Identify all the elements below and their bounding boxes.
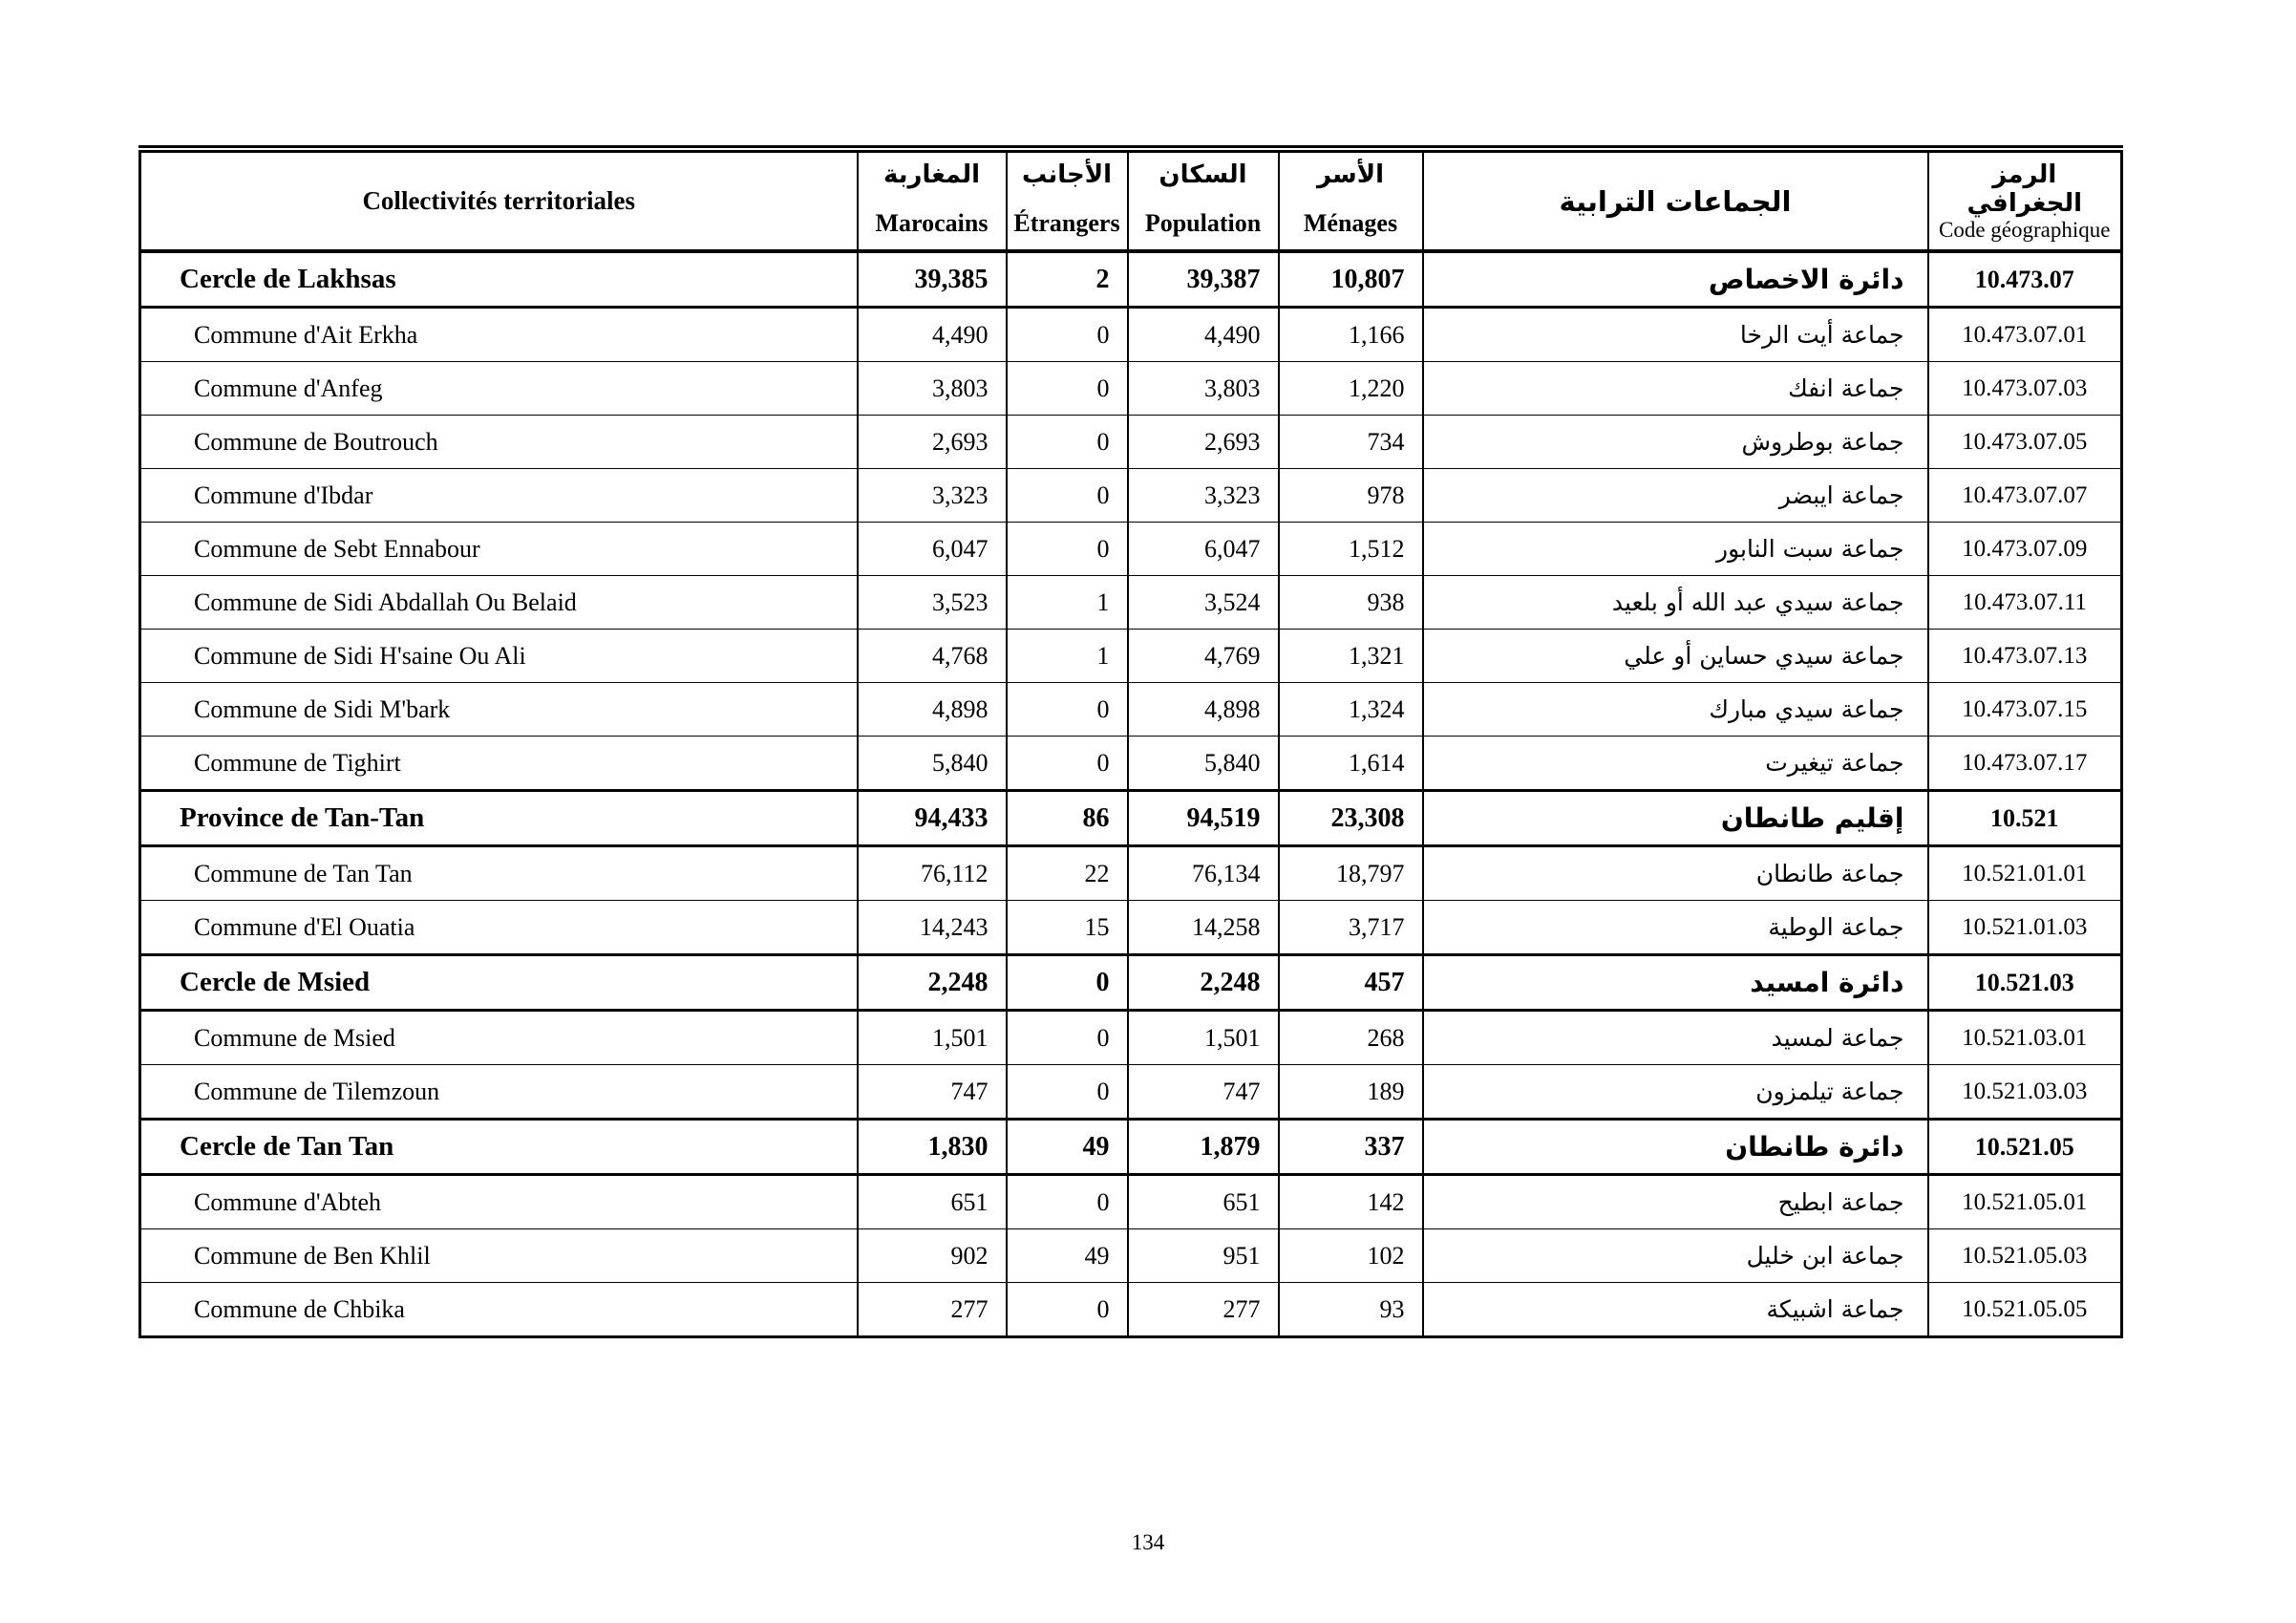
- collectivite-fr-cell: Commune de Sidi M'bark: [140, 683, 858, 737]
- table-row: [140, 523, 2122, 576]
- menages-cell: 1,512: [1279, 523, 1423, 576]
- table-row: [140, 1065, 2122, 1120]
- header-code-geographique: [1928, 149, 2122, 251]
- collectivite-ar-cell: جماعة تيلمزون: [1423, 1065, 1928, 1120]
- marocains-cell: 39,385: [858, 251, 1007, 308]
- collectivite-fr-cell: Commune d'El Ouatia: [140, 901, 858, 955]
- etrangers-cell: 1: [1007, 630, 1128, 683]
- header-marocains-label: Marocains: [875, 209, 989, 237]
- menages-cell: 1,321: [1279, 630, 1423, 683]
- code-geographique-cell: 10.473.07.09: [1928, 523, 2122, 576]
- population-cell: 6,047: [1128, 523, 1279, 576]
- marocains-cell: 3,803: [858, 362, 1007, 416]
- menages-cell: 337: [1279, 1120, 1423, 1175]
- marocains-cell: 4,768: [858, 630, 1007, 683]
- menages-cell: 268: [1279, 1011, 1423, 1065]
- code-geographique-cell: 10.521.05.05: [1928, 1283, 2122, 1337]
- code-geographique-cell: 10.521.01.03: [1928, 901, 2122, 955]
- code-geographique-cell: 10.521.03: [1928, 955, 2122, 1011]
- table-row: [140, 737, 2122, 791]
- population-cell: 14,258: [1128, 901, 1279, 955]
- etrangers-cell: 0: [1007, 737, 1128, 791]
- etrangers-cell: 0: [1007, 308, 1128, 362]
- collectivite-fr-cell: Cercle de Lakhsas: [140, 251, 858, 308]
- collectivite-fr-cell: Commune de Sidi H'saine Ou Ali: [140, 630, 858, 683]
- population-cell: 1,501: [1128, 1011, 1279, 1065]
- collectivite-fr-cell: Commune de Chbika: [140, 1283, 858, 1337]
- etrangers-cell: 0: [1007, 1065, 1128, 1120]
- header-collectivites: [140, 149, 858, 251]
- menages-cell: 23,308: [1279, 791, 1423, 846]
- etrangers-cell: 2: [1007, 251, 1128, 308]
- etrangers-cell: 0: [1007, 416, 1128, 469]
- menages-cell: 1,614: [1279, 737, 1423, 791]
- collectivite-ar-cell: جماعة سبت النابور: [1423, 523, 1928, 576]
- collectivite-fr-cell: Commune d'Ibdar: [140, 469, 858, 523]
- collectivite-ar-cell: جماعة سيدي مبارك: [1423, 683, 1928, 737]
- code-geographique-cell: 10.473.07.03: [1928, 362, 2122, 416]
- header-population-label: Population: [1144, 209, 1262, 237]
- collectivite-fr-cell: Commune de Msied: [140, 1011, 858, 1065]
- header-etrangers: [1007, 149, 1128, 251]
- marocains-cell: 3,323: [858, 469, 1007, 523]
- etrangers-cell: 22: [1007, 846, 1128, 901]
- code-geographique-cell: 10.521.05.01: [1928, 1175, 2122, 1229]
- collectivite-fr-cell: Commune de Ben Khlil: [140, 1229, 858, 1283]
- table-row: [140, 251, 2122, 308]
- table-row: [140, 901, 2122, 955]
- header-collectivites-label: Collectivités territoriales: [362, 186, 636, 215]
- header-etrangers-label: Étrangers: [1013, 209, 1120, 237]
- population-cell: 76,134: [1128, 846, 1279, 901]
- etrangers-cell: 1: [1007, 576, 1128, 630]
- header-menages-arabic-label: الأسر: [1316, 160, 1384, 189]
- header-communes-arabic: [1423, 149, 1928, 251]
- population-cell: 3,803: [1128, 362, 1279, 416]
- collectivite-ar-cell: جماعة اشبيكة: [1423, 1283, 1928, 1337]
- etrangers-cell: 49: [1007, 1229, 1128, 1283]
- code-geographique-cell: 10.473.07.01: [1928, 308, 2122, 362]
- population-cell: 3,524: [1128, 576, 1279, 630]
- menages-cell: 457: [1279, 955, 1423, 1011]
- collectivite-fr-cell: Cercle de Msied: [140, 955, 858, 1011]
- menages-cell: 978: [1279, 469, 1423, 523]
- header-code-label: Code géographique: [1939, 218, 2111, 242]
- collectivite-ar-cell: جماعة ابن خليل: [1423, 1229, 1928, 1283]
- etrangers-cell: 0: [1007, 469, 1128, 523]
- collectivite-fr-cell: Commune de Sebt Ennabour: [140, 523, 858, 576]
- table-row: [140, 1011, 2122, 1065]
- marocains-cell: 4,898: [858, 683, 1007, 737]
- marocains-cell: 2,693: [858, 416, 1007, 469]
- table-row: [140, 630, 2122, 683]
- code-geographique-cell: 10.473.07: [1928, 251, 2122, 308]
- code-geographique-cell: 10.521.05: [1928, 1120, 2122, 1175]
- population-cell: 94,519: [1128, 791, 1279, 846]
- population-cell: 2,248: [1128, 955, 1279, 1011]
- collectivite-fr-cell: Commune d'Anfeg: [140, 362, 858, 416]
- menages-cell: 10,807: [1279, 251, 1423, 308]
- collectivite-ar-cell: دائرة طانطان: [1423, 1120, 1928, 1175]
- etrangers-cell: 15: [1007, 901, 1128, 955]
- collectivite-fr-cell: Commune d'Ait Erkha: [140, 308, 858, 362]
- etrangers-cell: 0: [1007, 1175, 1128, 1229]
- code-geographique-cell: 10.473.07.15: [1928, 683, 2122, 737]
- population-cell: 4,769: [1128, 630, 1279, 683]
- collectivite-ar-cell: جماعة بوطروش: [1423, 416, 1928, 469]
- collectivite-ar-cell: جماعة ايبضر: [1423, 469, 1928, 523]
- header-code-arabic-label: الرمز الجغرافي: [1966, 160, 2082, 218]
- collectivite-fr-cell: Commune de Tighirt: [140, 737, 858, 791]
- table-row: [140, 576, 2122, 630]
- menages-cell: 1,324: [1279, 683, 1423, 737]
- code-geographique-cell: 10.473.07.05: [1928, 416, 2122, 469]
- page-number: 134: [1131, 1530, 1165, 1554]
- marocains-cell: 14,243: [858, 901, 1007, 955]
- table-row: [140, 1229, 2122, 1283]
- marocains-cell: 76,112: [858, 846, 1007, 901]
- table-row: [140, 1120, 2122, 1175]
- code-geographique-cell: 10.521.01.01: [1928, 846, 2122, 901]
- collectivite-ar-cell: جماعة أيت الرخا: [1423, 308, 1928, 362]
- table-row: [140, 469, 2122, 523]
- code-geographique-cell: 10.521.03.03: [1928, 1065, 2122, 1120]
- population-cell: 5,840: [1128, 737, 1279, 791]
- collectivite-ar-cell: دائرة امسيد: [1423, 955, 1928, 1011]
- population-cell: 2,693: [1128, 416, 1279, 469]
- etrangers-cell: 0: [1007, 362, 1128, 416]
- collectivite-ar-cell: جماعة سيدي حساين أو علي: [1423, 630, 1928, 683]
- population-cell: 951: [1128, 1229, 1279, 1283]
- population-cell: 747: [1128, 1065, 1279, 1120]
- header-menages-label: Ménages: [1303, 209, 1398, 237]
- table-row: [140, 683, 2122, 737]
- collectivite-fr-cell: Cercle de Tan Tan: [140, 1120, 858, 1175]
- etrangers-cell: 0: [1007, 683, 1128, 737]
- population-cell: 39,387: [1128, 251, 1279, 308]
- marocains-cell: 902: [858, 1229, 1007, 1283]
- collectivite-ar-cell: جماعة لمسيد: [1423, 1011, 1928, 1065]
- collectivite-ar-cell: جماعة ابطيح: [1423, 1175, 1928, 1229]
- collectivite-ar-cell: جماعة انفك: [1423, 362, 1928, 416]
- table-row: [140, 362, 2122, 416]
- table-row: [140, 1175, 2122, 1229]
- menages-cell: 18,797: [1279, 846, 1423, 901]
- marocains-cell: 747: [858, 1065, 1007, 1120]
- marocains-cell: 6,047: [858, 523, 1007, 576]
- collectivite-fr-cell: Commune de Boutrouch: [140, 416, 858, 469]
- menages-cell: 734: [1279, 416, 1423, 469]
- table-row: [140, 846, 2122, 901]
- etrangers-cell: 0: [1007, 955, 1128, 1011]
- collectivite-ar-cell: جماعة تيغيرت: [1423, 737, 1928, 791]
- census-table: [138, 145, 2123, 1338]
- menages-cell: 938: [1279, 576, 1423, 630]
- marocains-cell: 651: [858, 1175, 1007, 1229]
- table-row: [140, 791, 2122, 846]
- population-cell: 3,323: [1128, 469, 1279, 523]
- collectivite-fr-cell: Commune de Sidi Abdallah Ou Belaid: [140, 576, 858, 630]
- header-population-arabic-label: السكان: [1159, 160, 1247, 189]
- marocains-cell: 5,840: [858, 737, 1007, 791]
- marocains-cell: 1,830: [858, 1120, 1007, 1175]
- etrangers-cell: 86: [1007, 791, 1128, 846]
- marocains-cell: 3,523: [858, 576, 1007, 630]
- collectivite-ar-cell: جماعة الوطية: [1423, 901, 1928, 955]
- code-geographique-cell: 10.521.03.01: [1928, 1011, 2122, 1065]
- header-etrangers-arabic-label: الأجانب: [1021, 160, 1113, 189]
- header-communes-arabic-label: الجماعات الترابية: [1559, 184, 1792, 218]
- collectivite-ar-cell: إقليم طانطان: [1423, 791, 1928, 846]
- collectivite-ar-cell: دائرة الاخصاص: [1423, 251, 1928, 308]
- code-geographique-cell: 10.473.07.13: [1928, 630, 2122, 683]
- code-geographique-cell: 10.473.07.07: [1928, 469, 2122, 523]
- collectivite-fr-cell: Province de Tan-Tan: [140, 791, 858, 846]
- header-menages: [1279, 149, 1423, 251]
- etrangers-cell: 0: [1007, 1011, 1128, 1065]
- menages-cell: 3,717: [1279, 901, 1423, 955]
- marocains-cell: 94,433: [858, 791, 1007, 846]
- etrangers-cell: 0: [1007, 1283, 1128, 1337]
- collectivite-fr-cell: Commune de Tilemzoun: [140, 1065, 858, 1120]
- header-marocains: [858, 149, 1007, 251]
- population-cell: 651: [1128, 1175, 1279, 1229]
- table-row: [140, 416, 2122, 469]
- menages-cell: 189: [1279, 1065, 1423, 1120]
- marocains-cell: 277: [858, 1283, 1007, 1337]
- population-cell: 4,898: [1128, 683, 1279, 737]
- marocains-cell: 2,248: [858, 955, 1007, 1011]
- menages-cell: 1,166: [1279, 308, 1423, 362]
- code-geographique-cell: 10.473.07.11: [1928, 576, 2122, 630]
- menages-cell: 102: [1279, 1229, 1423, 1283]
- collectivite-fr-cell: Commune de Tan Tan: [140, 846, 858, 901]
- collectivite-fr-cell: Commune d'Abteh: [140, 1175, 858, 1229]
- code-geographique-cell: 10.473.07.17: [1928, 737, 2122, 791]
- code-geographique-cell: 10.521.05.03: [1928, 1229, 2122, 1283]
- menages-cell: 1,220: [1279, 362, 1423, 416]
- collectivite-ar-cell: جماعة طانطان: [1423, 846, 1928, 901]
- menages-cell: 142: [1279, 1175, 1423, 1229]
- table-header-row: [140, 149, 2122, 251]
- table-row: [140, 955, 2122, 1011]
- header-marocains-arabic-label: المغاربة: [882, 160, 981, 189]
- code-geographique-cell: 10.521: [1928, 791, 2122, 846]
- header-population: [1128, 149, 1279, 251]
- collectivite-ar-cell: جماعة سيدي عبد الله أو بلعيد: [1423, 576, 1928, 630]
- table-row: [140, 308, 2122, 362]
- etrangers-cell: 49: [1007, 1120, 1128, 1175]
- population-cell: 4,490: [1128, 308, 1279, 362]
- table-row: [140, 1283, 2122, 1337]
- etrangers-cell: 0: [1007, 523, 1128, 576]
- population-cell: 1,879: [1128, 1120, 1279, 1175]
- population-cell: 277: [1128, 1283, 1279, 1337]
- marocains-cell: 4,490: [858, 308, 1007, 362]
- menages-cell: 93: [1279, 1283, 1423, 1337]
- marocains-cell: 1,501: [858, 1011, 1007, 1065]
